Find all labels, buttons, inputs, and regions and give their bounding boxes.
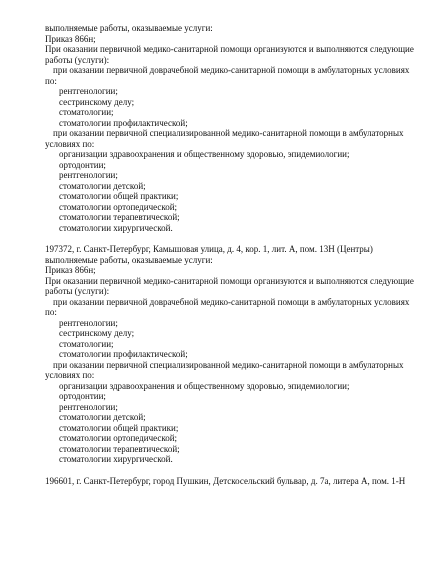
doc-line: по: bbox=[45, 75, 57, 86]
doc-line: стоматологии профилактической; bbox=[59, 117, 188, 128]
doc-line: сестринскому делу; bbox=[59, 96, 135, 107]
document-page bbox=[45, 23, 414, 486]
doc-line: при оказании первичной специализированной медико-санитарной помощи в амбулаторных bbox=[53, 128, 404, 138]
doc-line: ортодонтии; bbox=[59, 391, 106, 401]
doc-line: стоматологии профилактической; bbox=[59, 349, 188, 359]
doc-line: стоматологии терапевтической; bbox=[59, 443, 180, 454]
doc-line: организации здравоохранения и общественному здоровью, эпидемиологии; bbox=[59, 380, 350, 391]
doc-line: по: bbox=[45, 307, 57, 317]
doc-line: При оказании первичной медико-санитарной помощи организуются и выполняются следующие bbox=[45, 44, 414, 54]
doc-line: работы (услуги): bbox=[45, 286, 110, 296]
doc-line: рентгенологии; bbox=[59, 86, 118, 96]
doc-line: рентгенологии; bbox=[59, 170, 118, 180]
doc-line: работы (услуги): bbox=[45, 54, 110, 65]
doc-line: стоматологии; bbox=[59, 107, 114, 117]
doc-line: стоматологии терапевтической; bbox=[59, 212, 180, 222]
doc-line: При оказании первичной медико-санитарной помощи организуются и выполняются следующие bbox=[45, 275, 414, 286]
doc-line: при оказании первичной специализированной медико-санитарной помощи в амбулаторных bbox=[53, 359, 404, 370]
doc-line: стоматологии ортопедической; bbox=[59, 433, 178, 443]
doc-line: Приказ 866н; bbox=[45, 33, 96, 44]
doc-line: сестринскому делу; bbox=[59, 328, 135, 338]
doc-line: рентгенологии; bbox=[59, 317, 118, 328]
license-block-1 bbox=[45, 23, 414, 233]
doc-line: при оказании первичной доврачебной медико-санитарной помощи в амбулаторных условиях bbox=[53, 296, 410, 307]
doc-line: условиях по: bbox=[45, 370, 95, 380]
doc-line: стоматологии детской; bbox=[59, 412, 146, 422]
address-line: 196601, г. Санкт-Петербург, город Пушкин, Детскосельский бульвар, д. 7а, литера А, пом. 1-Н bbox=[45, 475, 406, 486]
doc-line: стоматологии хирургической. bbox=[59, 454, 173, 464]
license-block-2 bbox=[45, 244, 414, 465]
address-line: 197372, г. Санкт-Петербург, Камышовая улица, д. 4, кор. 1, лит. А, пом. 13Н (Центры) bbox=[45, 244, 373, 254]
block-spacer bbox=[45, 233, 405, 244]
doc-line: стоматологии общей практики; bbox=[59, 422, 179, 433]
block-spacer bbox=[45, 465, 405, 476]
doc-line: стоматологии общей практики; bbox=[59, 191, 179, 201]
doc-line: рентгенологии; bbox=[59, 401, 118, 412]
doc-line: выполняемые работы, оказываемые услуги: bbox=[45, 23, 213, 33]
doc-line: стоматологии; bbox=[59, 338, 114, 349]
doc-line: условиях по: bbox=[45, 138, 95, 149]
doc-line: стоматологии детской; bbox=[59, 180, 146, 191]
doc-line: ортодонтии; bbox=[59, 159, 106, 170]
doc-line: Приказ 866н; bbox=[45, 265, 96, 275]
doc-line: стоматологии ортопедической; bbox=[59, 201, 178, 212]
doc-line: стоматологии хирургической. bbox=[59, 222, 173, 233]
doc-line: организации здравоохранения и общественному здоровью, эпидемиологии; bbox=[59, 149, 350, 159]
doc-line: при оказании первичной доврачебной медико-санитарной помощи в амбулаторных условиях bbox=[53, 65, 410, 75]
license-block-3 bbox=[45, 476, 405, 487]
doc-line: выполняемые работы, оказываемые услуги: bbox=[45, 254, 213, 265]
